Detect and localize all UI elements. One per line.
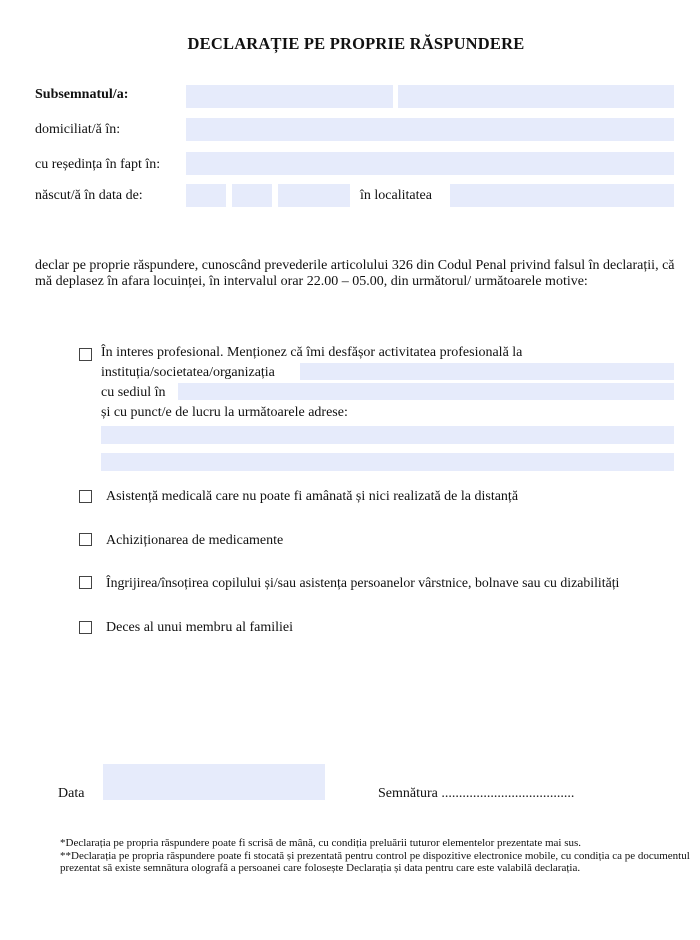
adrese-label: și cu punct/e de lucru la următoarele adrese:	[101, 405, 348, 420]
deces-option-label: Deces al unui membru al familiei	[106, 620, 293, 635]
ingrijire-option-label: Îngrijirea/însoțirea copilului și/sau asistența persoanelor vârstnice, bolnave sau cu dizabilități	[106, 575, 620, 590]
last-name-field[interactable]	[186, 85, 393, 108]
professional-checkbox[interactable]	[79, 348, 92, 361]
sediu-label: cu sediul în	[101, 385, 166, 400]
resedinta-field[interactable]	[186, 152, 674, 175]
data-label: Data	[58, 786, 85, 801]
institution-label: instituția/societatea/organizația	[101, 365, 275, 380]
ingrijire-checkbox[interactable]	[79, 576, 92, 589]
birth-year-field[interactable]	[278, 184, 350, 207]
work-address-field-1[interactable]	[101, 426, 674, 444]
domiciliat-label: domiciliat/ă în:	[35, 122, 121, 137]
footnotes	[60, 837, 690, 875]
nascut-label: născut/ă în data de:	[35, 188, 143, 203]
signature-label: Semnătura ......................................	[378, 786, 575, 801]
footnote-2: **Declarația pe propria răspundere poate fi stocată și prezentată pentru control pe dispozitive electronice mobile, cu condiția ca pe documentul prezentat să existe semnătura olografă a persoanei care folosește Declarația și data pentru care este valabilă declarația.	[60, 849, 690, 874]
sediu-field[interactable]	[178, 383, 674, 400]
domiciliu-field[interactable]	[186, 118, 674, 141]
medical-option-label: Asistență medicală care nu poate fi amânată și nici realizată de la distanță	[106, 489, 519, 504]
medicamente-option-label: Achiziționarea de medicamente	[106, 533, 284, 548]
document-title: DECLARAȚIE PE PROPRIE RĂSPUNDERE	[187, 34, 525, 53]
footnote-1: *Declarația pe propria răspundere poate fi scrisă de mână, cu condiția preluării tuturor elementelor prezentate mai sus.	[60, 837, 582, 849]
first-name-field[interactable]	[398, 85, 674, 108]
localitatea-label: în localitatea	[360, 188, 432, 203]
deces-checkbox[interactable]	[79, 621, 92, 634]
declaration-text: declar pe proprie răspundere, cunoscând prevederile articolului 326 din Codul Penal privind falsul în declarații, că mă deplasez în afara locuinței, în intervalul orar 22.00 – 05.00, din următorul/ următoarele motive:	[35, 258, 675, 289]
birth-day-field[interactable]	[186, 184, 226, 207]
work-address-field-2[interactable]	[101, 453, 674, 471]
birth-locality-field[interactable]	[450, 184, 674, 207]
subsemnatul-label: Subsemnatul/a:	[35, 87, 129, 102]
professional-option-label: În interes profesional. Menționez că îmi desfășor activitatea profesională la	[101, 345, 523, 360]
birth-month-field[interactable]	[232, 184, 272, 207]
institution-field[interactable]	[300, 363, 674, 380]
date-field[interactable]	[103, 764, 325, 800]
medicamente-checkbox[interactable]	[79, 533, 92, 546]
resedinta-label: cu reședința în fapt în:	[35, 157, 161, 172]
medical-checkbox[interactable]	[79, 490, 92, 503]
